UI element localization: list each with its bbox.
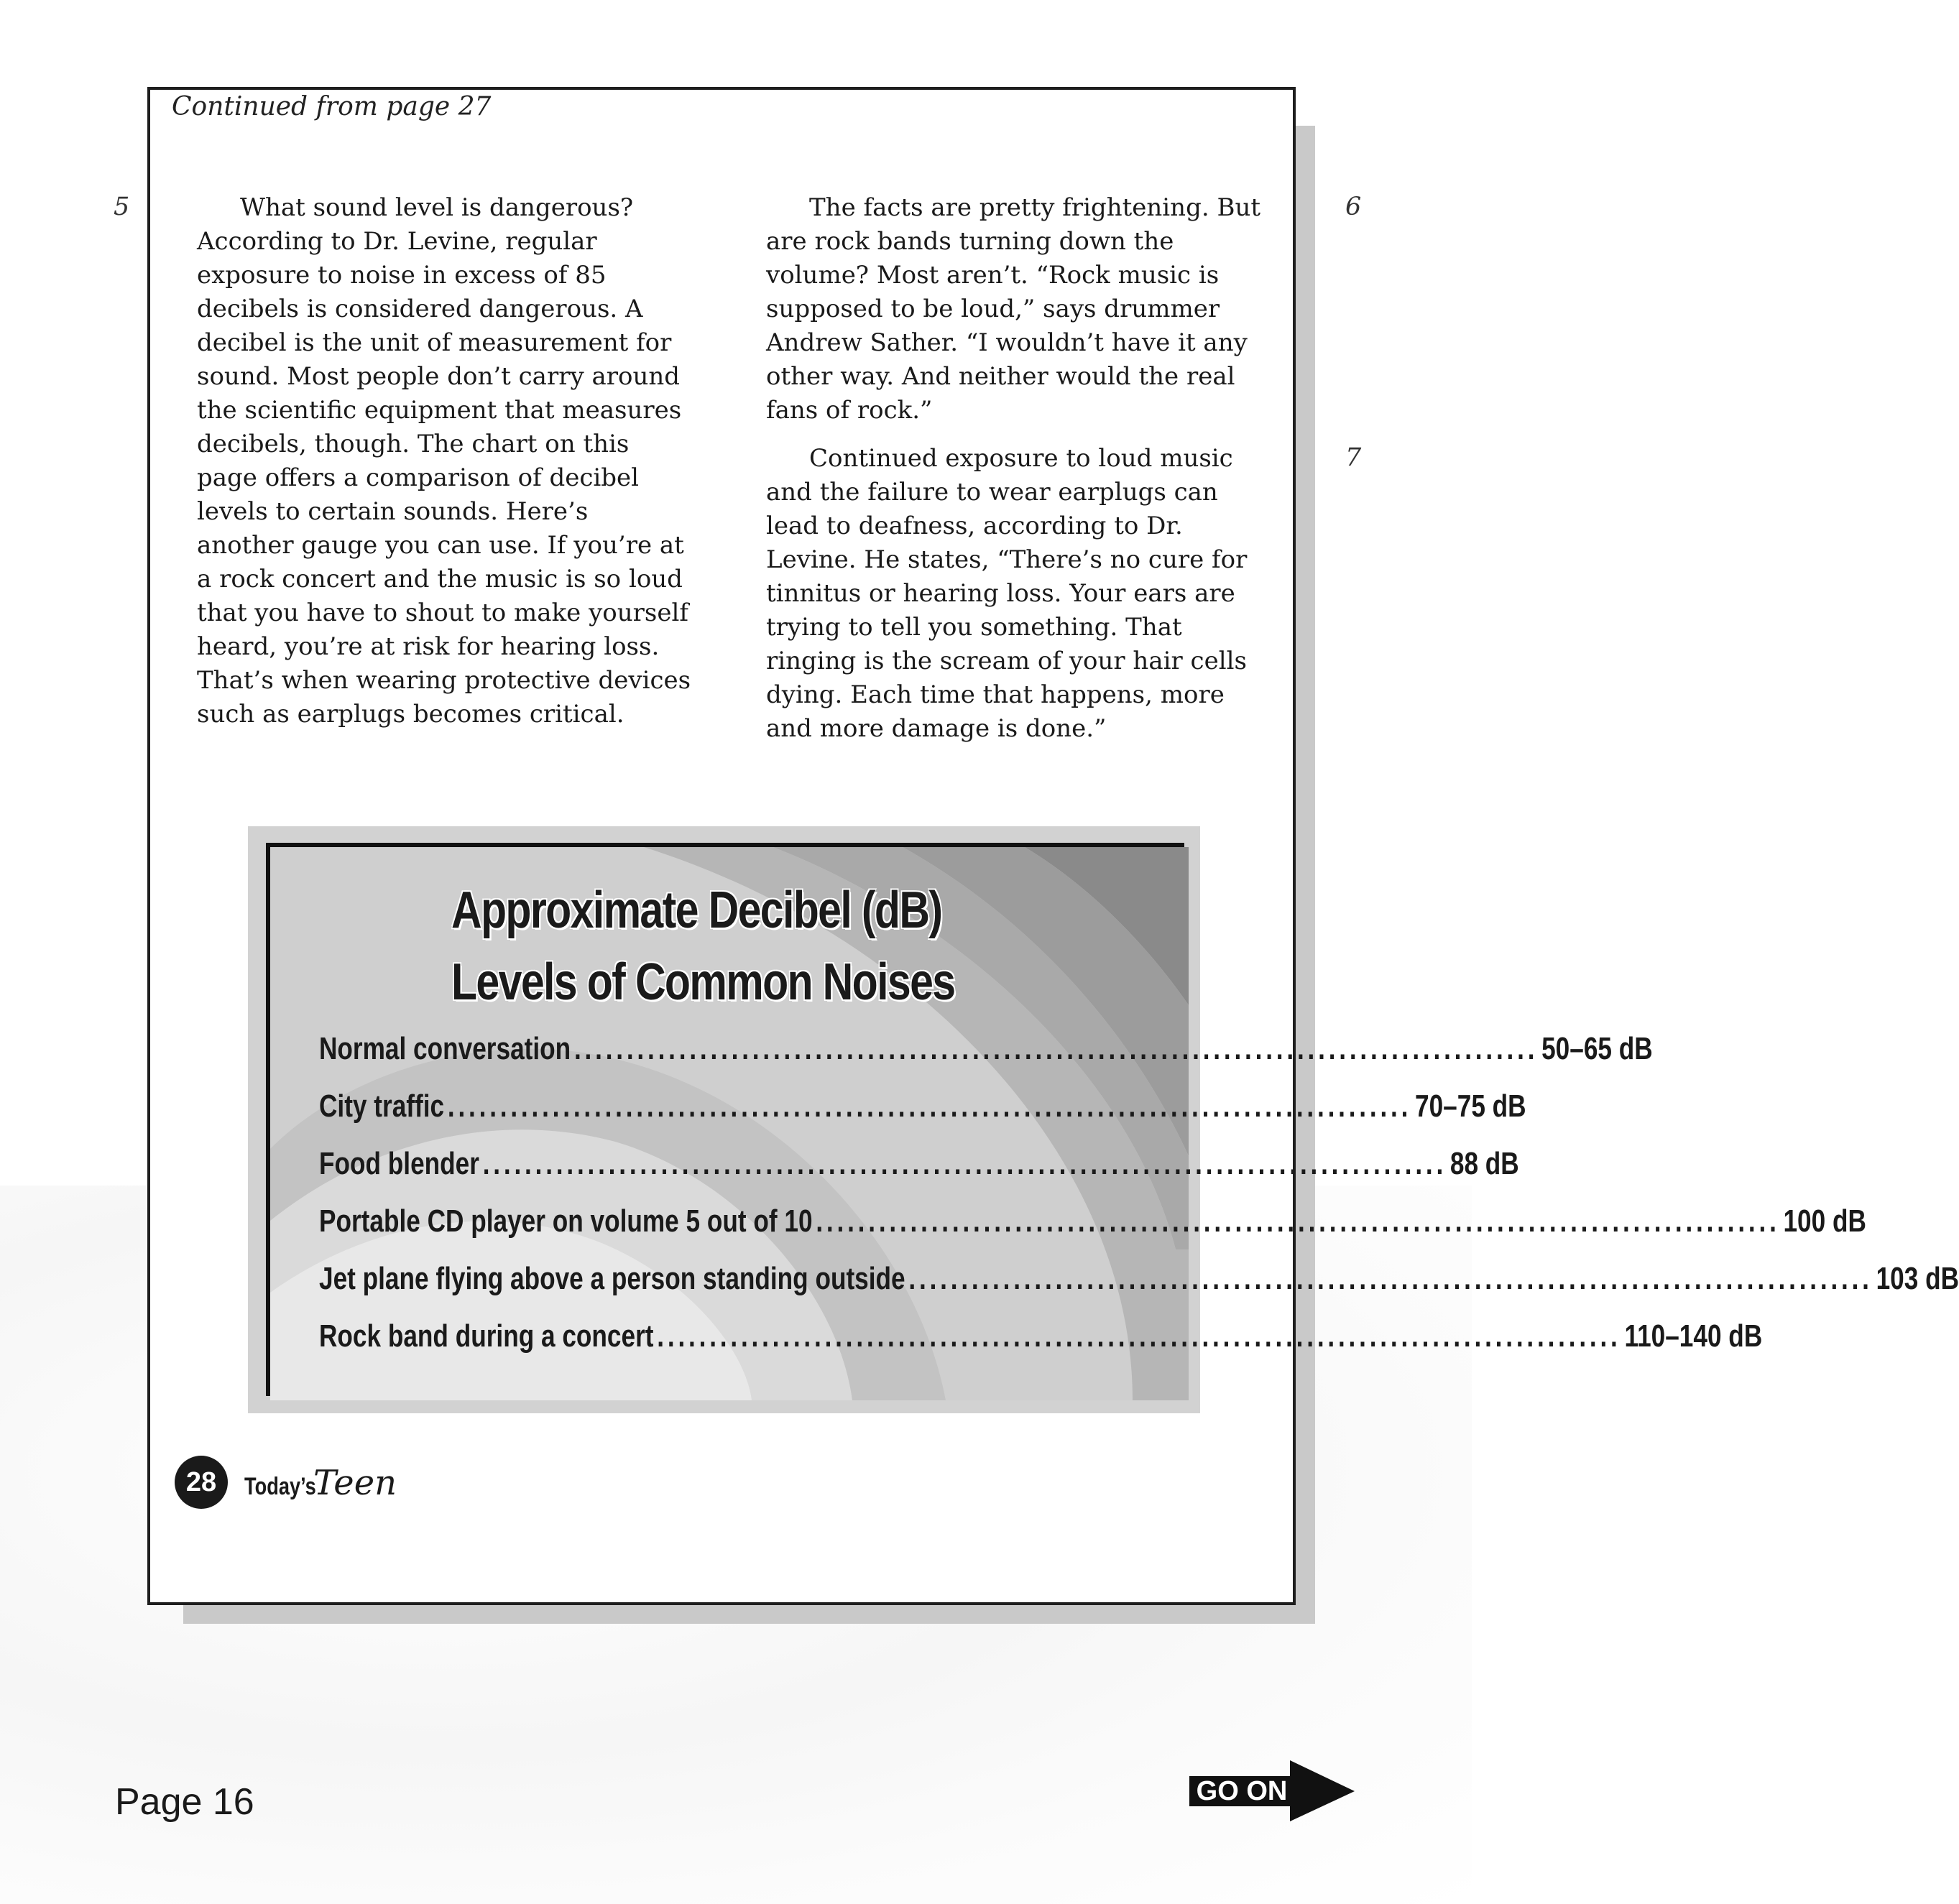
paragraph-number-5: 5 — [114, 193, 130, 221]
leader-dots: ............................................................................................ — [482, 1146, 1447, 1181]
article-paragraph-6: The facts are pretty frightening. But are rock bands turning down the volume? Most aren’t. “Rock music is supposed to be loud,” says drummer Andrew Sather. “I wouldn’t have it any other way. And neither would the real fans of rock.” — [766, 193, 1261, 425]
logo-todays: Today’s — [244, 1473, 316, 1500]
article-paragraph-7: Continued exposure to loud music and the failure to wear earplugs can lead to deafness, according to Dr. Levine. He states, “There’s no cure for tinnitus or hearing loss. Your ears are trying to tell you something. That ringing is the scream of your hair cells dying. Each time that happens, more and more damage is done.” — [766, 444, 1248, 743]
leader-dots: ............................................................................................ — [816, 1203, 1780, 1239]
noise-label: Jet plane flying above a person standing outside — [319, 1261, 905, 1296]
decibel-row — [319, 1203, 1866, 1261]
decibel-row — [319, 1146, 1519, 1203]
decibel-value: 110–140 dB — [1624, 1318, 1763, 1354]
magazine-logo — [244, 1463, 397, 1506]
paragraph-number-6: 6 — [1345, 193, 1362, 221]
test-page-label: Page 16 — [115, 1781, 254, 1823]
magazine-page-number: 28 — [175, 1456, 228, 1509]
decibel-list — [319, 1031, 1959, 1376]
leader-dots: ............................................................................................ — [573, 1031, 1539, 1066]
decibel-chart — [266, 843, 1959, 1396]
leader-dots: ............................................................................................ — [657, 1318, 1621, 1354]
noise-label: Portable CD player on volume 5 out of 10 — [319, 1203, 813, 1239]
decibel-row — [319, 1318, 1763, 1376]
noise-label: City traffic — [319, 1089, 445, 1124]
decibel-value: 88 dB — [1449, 1146, 1519, 1181]
noise-label: Normal conversation — [319, 1031, 571, 1066]
decibel-value: 70–75 dB — [1415, 1089, 1526, 1124]
logo-teen: Teen — [313, 1463, 397, 1503]
decibel-value: 103 dB — [1876, 1261, 1959, 1296]
decibel-row — [319, 1031, 1653, 1089]
chart-title-line-2: Levels of Common Noises — [451, 953, 955, 1011]
leader-dots: ............................................................................................ — [447, 1089, 1412, 1124]
go-on-label: GO ON — [1189, 1776, 1294, 1806]
article-paragraph-5: What sound level is dangerous? According to Dr. Levine, regular exposure to noise in excess of 85 decibels is considered dangerous. A decibel is the unit of measurement for sound. Most people don’t carry around the scientific equipment that measures decibels, though. The chart on this page offers a comparison of decibel levels to certain sounds. Here’s another gauge you can use. If you’re at a rock concert and the music is so loud that you have to shout to make yourself heard, you’re at risk for hearing loss. That’s when wearing protective devices such as earplugs becomes critical. — [197, 193, 691, 729]
decibel-row — [319, 1261, 1959, 1318]
article-left-column — [197, 191, 691, 746]
go-on-indicator — [1189, 1760, 1355, 1821]
noise-label: Food blender — [319, 1146, 479, 1181]
continued-note: Continued from page 27 — [172, 92, 492, 121]
chart-title — [303, 874, 1056, 1018]
decibel-row — [319, 1089, 1526, 1146]
leader-dots: ............................................................................................ — [908, 1261, 1873, 1296]
decibel-value: 50–65 dB — [1541, 1031, 1653, 1066]
article-right-column — [766, 191, 1266, 760]
paragraph-number-7: 7 — [1345, 443, 1362, 472]
chart-title-line-1: Approximate Decibel (dB) — [451, 882, 942, 939]
decibel-value: 100 dB — [1783, 1203, 1866, 1239]
noise-label: Rock band during a concert — [319, 1318, 654, 1354]
